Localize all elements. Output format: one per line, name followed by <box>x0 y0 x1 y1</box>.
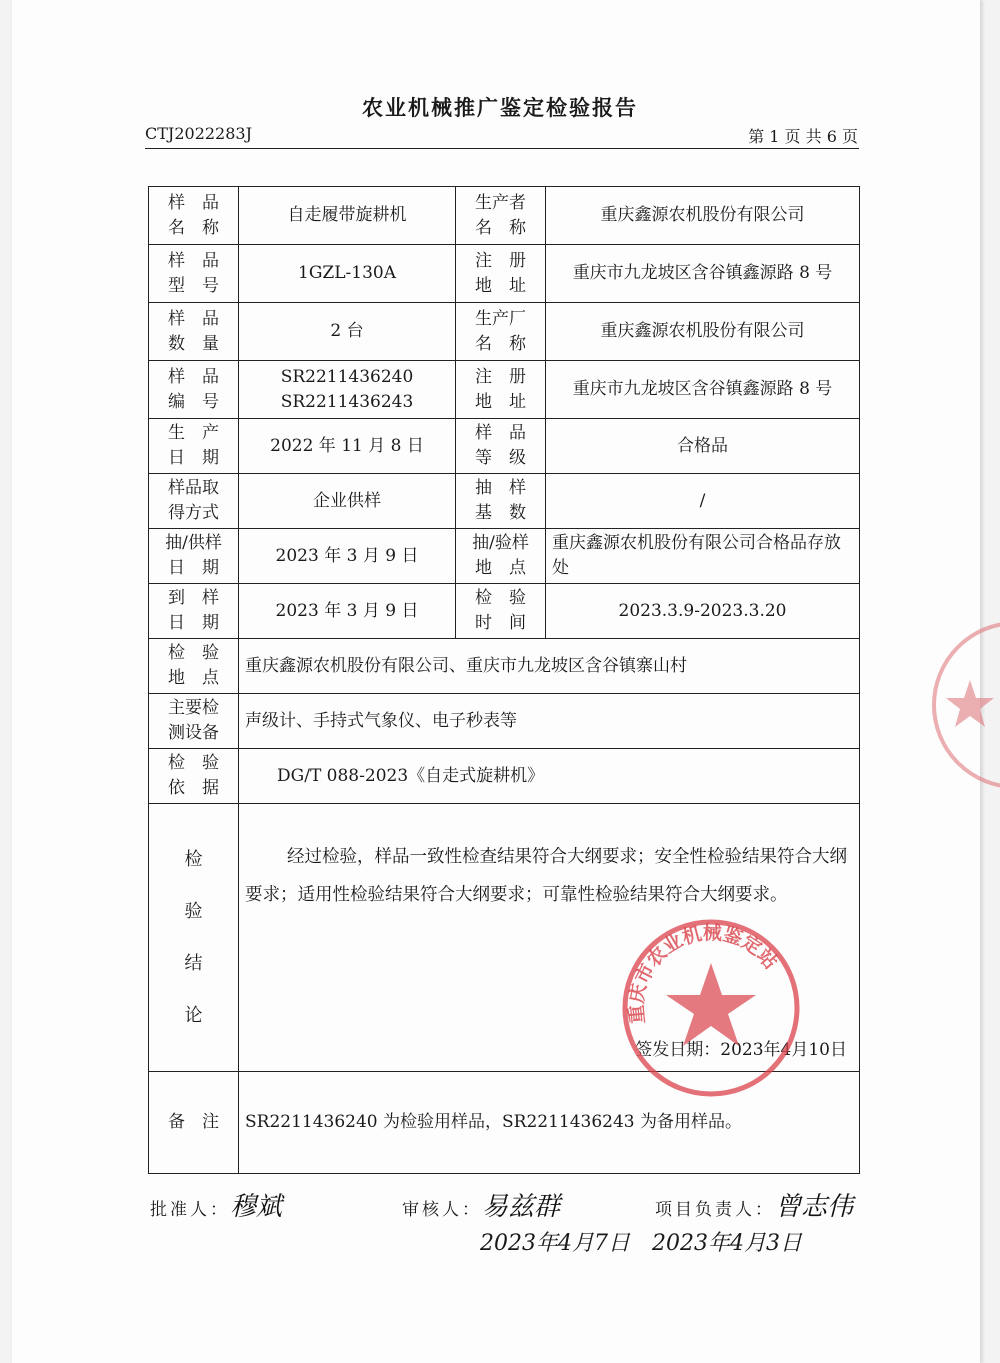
official-seal-icon <box>618 915 804 1101</box>
serial-2: SR2211436243 <box>280 391 414 412</box>
table-row <box>149 361 860 419</box>
sampling-method-label: 样品取 得方式 <box>149 474 239 529</box>
inspect-time-label: 检 验 时 间 <box>456 584 546 639</box>
serial-numbers <box>239 361 456 419</box>
model: 1GZL-130A <box>239 245 456 303</box>
document-number: CTJ2022283J <box>145 124 252 143</box>
quantity: 2 台 <box>239 303 456 361</box>
supply-date-label: 抽/供样 日 期 <box>149 529 239 584</box>
remark-label: 备 注 <box>149 1072 239 1174</box>
conclusion-label: 检 验 结 论 <box>149 804 239 1072</box>
table-row <box>149 187 860 245</box>
prod-date-label: 生 产 日 期 <box>149 419 239 474</box>
prod-date: 2022 年 11 月 8 日 <box>239 419 456 474</box>
table-row <box>149 584 860 639</box>
table-row <box>149 529 860 584</box>
project-lead-row <box>655 1186 853 1223</box>
table-row <box>149 639 860 694</box>
page-title: 农业机械推广鉴定检验报告 <box>362 96 638 120</box>
table-row <box>149 245 860 303</box>
equipment-label: 主要检 测设备 <box>149 694 239 749</box>
inspect-place: 重庆鑫源农机股份有限公司合格品存放处 <box>546 529 860 584</box>
table-row <box>149 303 860 361</box>
inspect-place-label: 抽/验样 地 点 <box>456 529 546 584</box>
equipment: 声级计、手持式气象仪、电子秒表等 <box>239 694 860 749</box>
table-row <box>149 749 860 804</box>
sampling-method: 企业供样 <box>239 474 456 529</box>
issue-date: 签发日期：2023年4月10日 <box>635 1040 847 1060</box>
table-row <box>149 419 860 474</box>
producer: 重庆鑫源农机股份有限公司 <box>546 187 860 245</box>
sampling-base-label: 抽 样 基 数 <box>456 474 546 529</box>
model-label: 样 品 型 号 <box>149 245 239 303</box>
approver-row <box>150 1186 282 1223</box>
quantity-label: 样 品 数 量 <box>149 303 239 361</box>
reviewer-signature: 易兹群 <box>482 1192 561 1222</box>
project-lead-signature: 曾志伟 <box>775 1192 854 1222</box>
reg-address2: 重庆市九龙坡区含谷镇鑫源路 8 号 <box>546 361 860 419</box>
page-info: 第 1 页 共 6 页 <box>748 127 858 146</box>
reviewer-row <box>402 1186 560 1223</box>
reg-address: 重庆市九龙坡区含谷镇鑫源路 8 号 <box>546 245 860 303</box>
producer-label: 生产者 名 称 <box>456 187 546 245</box>
grade-label: 样 品 等 级 <box>456 419 546 474</box>
remark: SR2211436240 为检验用样品，SR2211436243 为备用样品。 <box>239 1072 860 1174</box>
conclusion-text: 经过检验，样品一致性检查结果符合大纲要求；安全性检验结果符合大纲要求；适用性检验结果符合大纲要求；可靠性检验结果符合大纲要求。 <box>245 847 847 905</box>
basis: DG/T 088-2023《自走式旋耕机》 <box>239 749 860 804</box>
seal-text: 重庆市农业机械鉴定站 <box>625 922 782 1025</box>
basis-label: 检 验 依 据 <box>149 749 239 804</box>
sample-name: 自走履带旋耕机 <box>239 187 456 245</box>
approver-signature: 穆斌 <box>230 1192 283 1222</box>
sample-name-label: 样 品 名 称 <box>149 187 239 245</box>
approver-label: 批准人： <box>150 1200 230 1220</box>
table-row <box>149 694 860 749</box>
supply-date: 2023 年 3 月 9 日 <box>239 529 456 584</box>
reg-address-label: 注 册 地 址 <box>456 245 546 303</box>
project-lead-label: 项目负责人： <box>655 1200 775 1220</box>
serial-1: SR2211436240 <box>280 366 414 387</box>
reviewer-label: 审核人： <box>402 1200 482 1220</box>
arrival-date-label: 到 样 日 期 <box>149 584 239 639</box>
signature-dates: 2023年4月7日 2023年4月3日 <box>480 1231 802 1256</box>
location: 重庆鑫源农机股份有限公司、重庆市九龙坡区含谷镇寨山村 <box>239 639 860 694</box>
grade: 合格品 <box>546 419 860 474</box>
manufacturer-label: 生产厂 名 称 <box>456 303 546 361</box>
table-row <box>149 474 860 529</box>
reg-address2-label: 注 册 地 址 <box>456 361 546 419</box>
partial-seal-icon <box>930 610 1000 800</box>
sampling-base: / <box>546 474 860 529</box>
manufacturer: 重庆鑫源农机股份有限公司 <box>546 303 860 361</box>
serial-label: 样 品 编 号 <box>149 361 239 419</box>
inspect-time: 2023.3.9-2023.3.20 <box>546 584 860 639</box>
arrival-date: 2023 年 3 月 9 日 <box>239 584 456 639</box>
header-rule <box>145 148 859 149</box>
location-label: 检 验 地 点 <box>149 639 239 694</box>
